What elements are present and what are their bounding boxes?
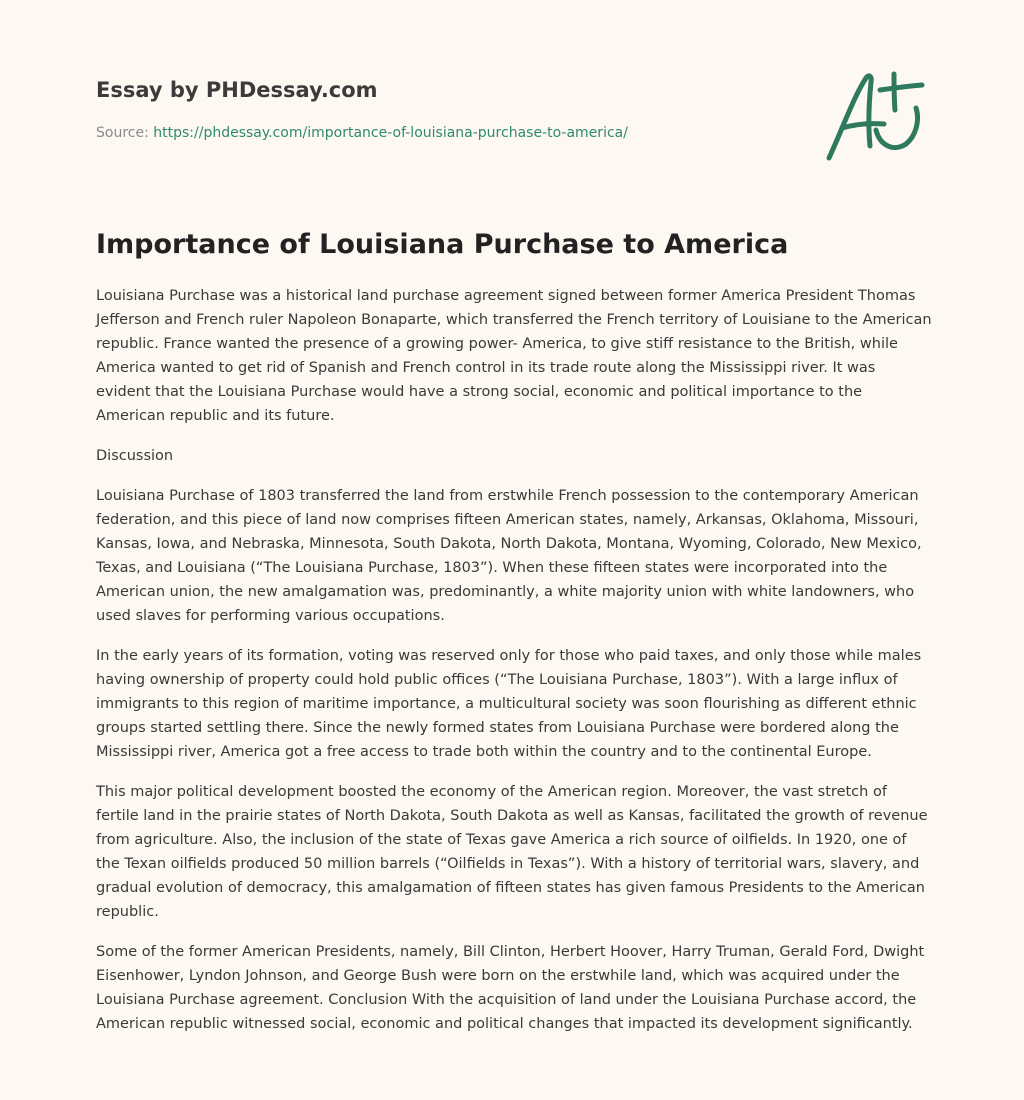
body-paragraph: Some of the former American Presidents, namely, Bill Clinton, Herbert Hoover, Harry Truman, Gerald Ford, Dwight Eisenhower, Lyndon Johnson, and George Bush were born on the erstwhile land, which was acquired under the Louisiana Purchase agreement. Conclusion With the acquisition of land under the Louisiana Purchase accord, the American republic witnessed social, economic and political changes that impacted its development significantly. xyxy=(96,944,925,1032)
body-paragraph: This major political development boosted the economy of the American region. Moreover, the vast stretch of fertile land in the prairie states of North Dakota, South Dakota as well as Kansas, facilitated the growth of revenue from agriculture. Also, the inclusion of the state of Texas gave America a rich source of oilfields. In 1920, one of the Texan oilfields produced 50 million barrels (“Oilfields in Texas”). With a history of territorial wars, slavery, and gradual evolution of democracy, this amalgamation of fifteen states has given famous Presidents to the American republic. xyxy=(96,784,928,920)
body-paragraph: Louisiana Purchase of 1803 transferred the land from erstwhile French possession to the contemporary American federation, and this piece of land now comprises fifteen American states, namely, Arkansas, Oklahoma, Missouri, Kansas, Iowa, and Nebraska, Minnesota, South Dakota, North Dakota, Montana, Wyoming, Colorado, New Mexico, Texas, and Louisiana (“The Louisiana Purchase, 1803”). When these fifteen states were incorporated into the American union, the new amalgamation was, predominantly, a white majority union with white landowners, who used slaves for performing various occupations. xyxy=(96,488,922,624)
essay-body xyxy=(96,284,932,1052)
source-label: Source: xyxy=(96,125,154,141)
essay-title: Importance of Louisiana Purchase to America xyxy=(96,229,789,260)
site-title: Essay by PHDessay.com xyxy=(96,78,378,102)
source-link[interactable]: https://phdessay.com/importance-of-louisiana-purchase-to-america/ xyxy=(153,125,628,141)
section-heading-discussion: Discussion xyxy=(96,448,174,464)
body-paragraph: In the early years of its formation, voting was reserved only for those who paid taxes, and only those while males having ownership of property could hold public offices (“The Louisiana Purchase, 1803”). With a large influx of immigrants to this region of maritime importance, a multicultural society was soon flourishing as different ethnic groups started settling there. Since the newly formed states from Louisiana Purchase were bordered along the Mississippi river, America got a free access to trade both within the country and to the continental Europe. xyxy=(96,648,922,760)
source-line xyxy=(96,123,796,143)
a-plus-logo-icon xyxy=(824,68,928,164)
page-header xyxy=(96,76,796,143)
intro-paragraph: Louisiana Purchase was a historical land purchase agreement signed between former America President Thomas Jefferson and French ruler Napoleon Bonaparte, which transferred the French territory of Louisiane to the American republic. France wanted the presence of a growing power- America, to give stiff resistance to the British, while America wanted to get rid of Spanish and French control in its trade route along the Mississippi river. It was evident that the Louisiana Purchase would have a strong social, economic and political importance to the American republic and its future. xyxy=(96,288,932,424)
